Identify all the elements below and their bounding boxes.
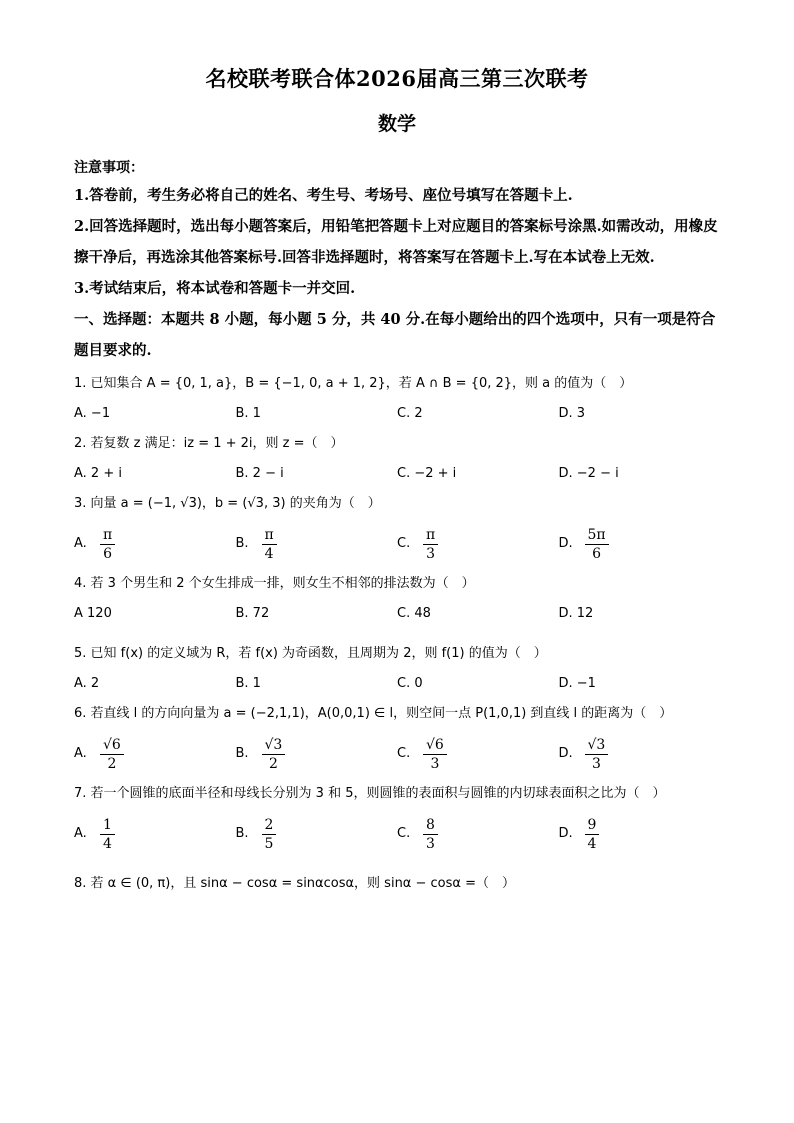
fraction xyxy=(100,526,115,563)
numerator: 1 xyxy=(100,816,115,835)
denominator: 3 xyxy=(591,755,601,772)
numerator: π xyxy=(423,526,438,545)
option-d xyxy=(559,816,721,853)
fraction xyxy=(423,816,438,853)
option-c: C. −2 + i xyxy=(397,466,457,481)
numerator: 2 xyxy=(262,816,277,835)
option-c: C. 48 xyxy=(397,606,431,621)
question-4-options xyxy=(74,602,720,626)
option-b: B. 1 xyxy=(235,406,261,421)
option-d xyxy=(559,526,721,563)
option-d: D. 3 xyxy=(558,406,586,421)
option-label: A. xyxy=(74,826,87,841)
option-label: D. xyxy=(558,826,573,841)
fraction xyxy=(262,736,286,773)
denominator: 3 xyxy=(426,835,435,852)
question-1-options xyxy=(74,402,720,426)
option-label: B. xyxy=(235,536,249,551)
denominator: 4 xyxy=(264,545,274,562)
question-5: 5. 已知 f(x) 的定义域为 R，若 f(x) 为奇函数，且周期为 2，则 f(1) 的值为（ ） xyxy=(74,646,547,661)
option-c xyxy=(397,816,559,853)
denominator: 4 xyxy=(103,835,112,852)
fraction xyxy=(585,736,609,773)
notice-item-2: 2.回答选择题时，选出每小题答案后，用铅笔把答题卡上对应题目的答案标号涂黑.如需改动，用橡皮擦干净后，再选涂其他答案标号.回答非选择题时，将答案写在答题卡上.写在本试卷上无效. xyxy=(74,218,718,266)
fraction xyxy=(585,816,600,853)
denominator: 3 xyxy=(430,755,440,772)
numerator: π xyxy=(262,526,277,545)
question-7-options xyxy=(74,812,720,856)
numerator: √3 xyxy=(262,736,286,755)
denominator: 3 xyxy=(426,545,436,562)
option-label: D. xyxy=(558,746,573,761)
fraction xyxy=(262,526,277,563)
question-4: 4. 若 3 个男生和 2 个女生排成一排，则女生不相邻的排法数为（ ） xyxy=(74,576,475,591)
option-label: C. xyxy=(397,826,411,841)
option-label: B. xyxy=(235,746,249,761)
option-b: B. 2 − i xyxy=(235,466,284,481)
denominator: 2 xyxy=(268,755,278,772)
question-1: 1. 已知集合 A = {0, 1, a}，B = {−1, 0, a + 1, 2}，若 A ∩ B = {0, 2}，则 a 的值为（ ） xyxy=(74,376,633,391)
option-b xyxy=(236,526,398,563)
denominator: 4 xyxy=(587,835,597,852)
option-label: A. xyxy=(74,746,87,761)
option-label: D. xyxy=(558,536,573,551)
numerator: π xyxy=(100,526,115,545)
exam-title: 名校联考联合体2026届高三第三次联考 xyxy=(205,66,589,91)
numerator: 8 xyxy=(423,816,438,835)
numerator: 5π xyxy=(585,526,609,545)
question-3: 3. 向量 a = (−1, √3)，b = (√3, 3) 的夹角为（ ） xyxy=(74,496,381,511)
option-a xyxy=(74,736,236,773)
option-c xyxy=(397,736,559,773)
option-a: A. 2 xyxy=(74,676,100,691)
question-2: 2. 若复数 z 满足：iz = 1 + 2i，则 z =（ ） xyxy=(74,436,344,451)
denominator: 2 xyxy=(107,755,117,772)
option-c: C. 2 xyxy=(397,406,423,421)
notice-heading: 注意事项： xyxy=(74,160,144,176)
option-a: A. 2 + i xyxy=(74,466,122,481)
fraction xyxy=(423,526,438,563)
numerator: 9 xyxy=(585,816,600,835)
option-label: A. xyxy=(74,536,87,551)
option-a xyxy=(74,526,236,563)
numerator: √6 xyxy=(423,736,447,755)
fraction xyxy=(423,736,447,773)
section-heading: 一、选择题：本题共 8 小题，每小题 5 分，共 40 分.在每小题给出的四个选项中，只有一项是符合题目要求的. xyxy=(74,311,716,359)
option-d xyxy=(559,736,721,773)
question-2-options xyxy=(74,462,720,486)
option-d: D. −1 xyxy=(558,676,596,691)
denominator: 6 xyxy=(592,545,602,562)
fraction xyxy=(100,816,115,853)
fraction xyxy=(585,526,609,563)
option-label: C. xyxy=(397,746,411,761)
option-b: B. 72 xyxy=(235,606,270,621)
fraction xyxy=(262,816,277,853)
question-6-options xyxy=(74,732,720,776)
option-b xyxy=(236,736,398,773)
option-label: B. xyxy=(235,826,249,841)
notice-item-3: 3.考试结束后，将本试卷和答题卡一并交回. xyxy=(74,280,356,297)
option-a xyxy=(74,816,236,853)
option-c xyxy=(397,526,559,563)
question-6: 6. 若直线 l 的方向向量为 a = (−2,1,1)，A(0,0,1) ∈ l，则空间一点 P(1,0,1) 到直线 l 的距离为（ ） xyxy=(74,706,673,721)
denominator: 5 xyxy=(264,835,274,852)
numerator: √3 xyxy=(585,736,609,755)
option-d: D. −2 − i xyxy=(558,466,619,481)
fraction xyxy=(100,736,124,773)
option-d: D. 12 xyxy=(558,606,594,621)
denominator: 6 xyxy=(103,545,113,562)
option-label: C. xyxy=(397,536,411,551)
question-5-options xyxy=(74,672,720,696)
option-a: A 120 xyxy=(74,606,112,621)
option-b xyxy=(236,816,398,853)
question-3-options xyxy=(74,522,720,566)
question-8: 8. 若 α ∈ (0, π)，且 sinα − cosα = sinαcosα，则 sinα − cosα =（ ） xyxy=(74,876,516,891)
option-c: C. 0 xyxy=(397,676,423,691)
numerator: √6 xyxy=(100,736,124,755)
question-7: 7. 若一个圆锥的底面半径和母线长分别为 3 和 5，则圆锥的表面积与圆锥的内切球表面积之比为（ ） xyxy=(74,786,666,801)
exam-subject: 数学 xyxy=(377,113,416,135)
option-a: A. −1 xyxy=(74,406,111,421)
option-b: B. 1 xyxy=(235,676,261,691)
notice-item-1: 1.答卷前，考生务必将自己的姓名、考生号、考场号、座位号填写在答题卡上. xyxy=(74,187,573,204)
